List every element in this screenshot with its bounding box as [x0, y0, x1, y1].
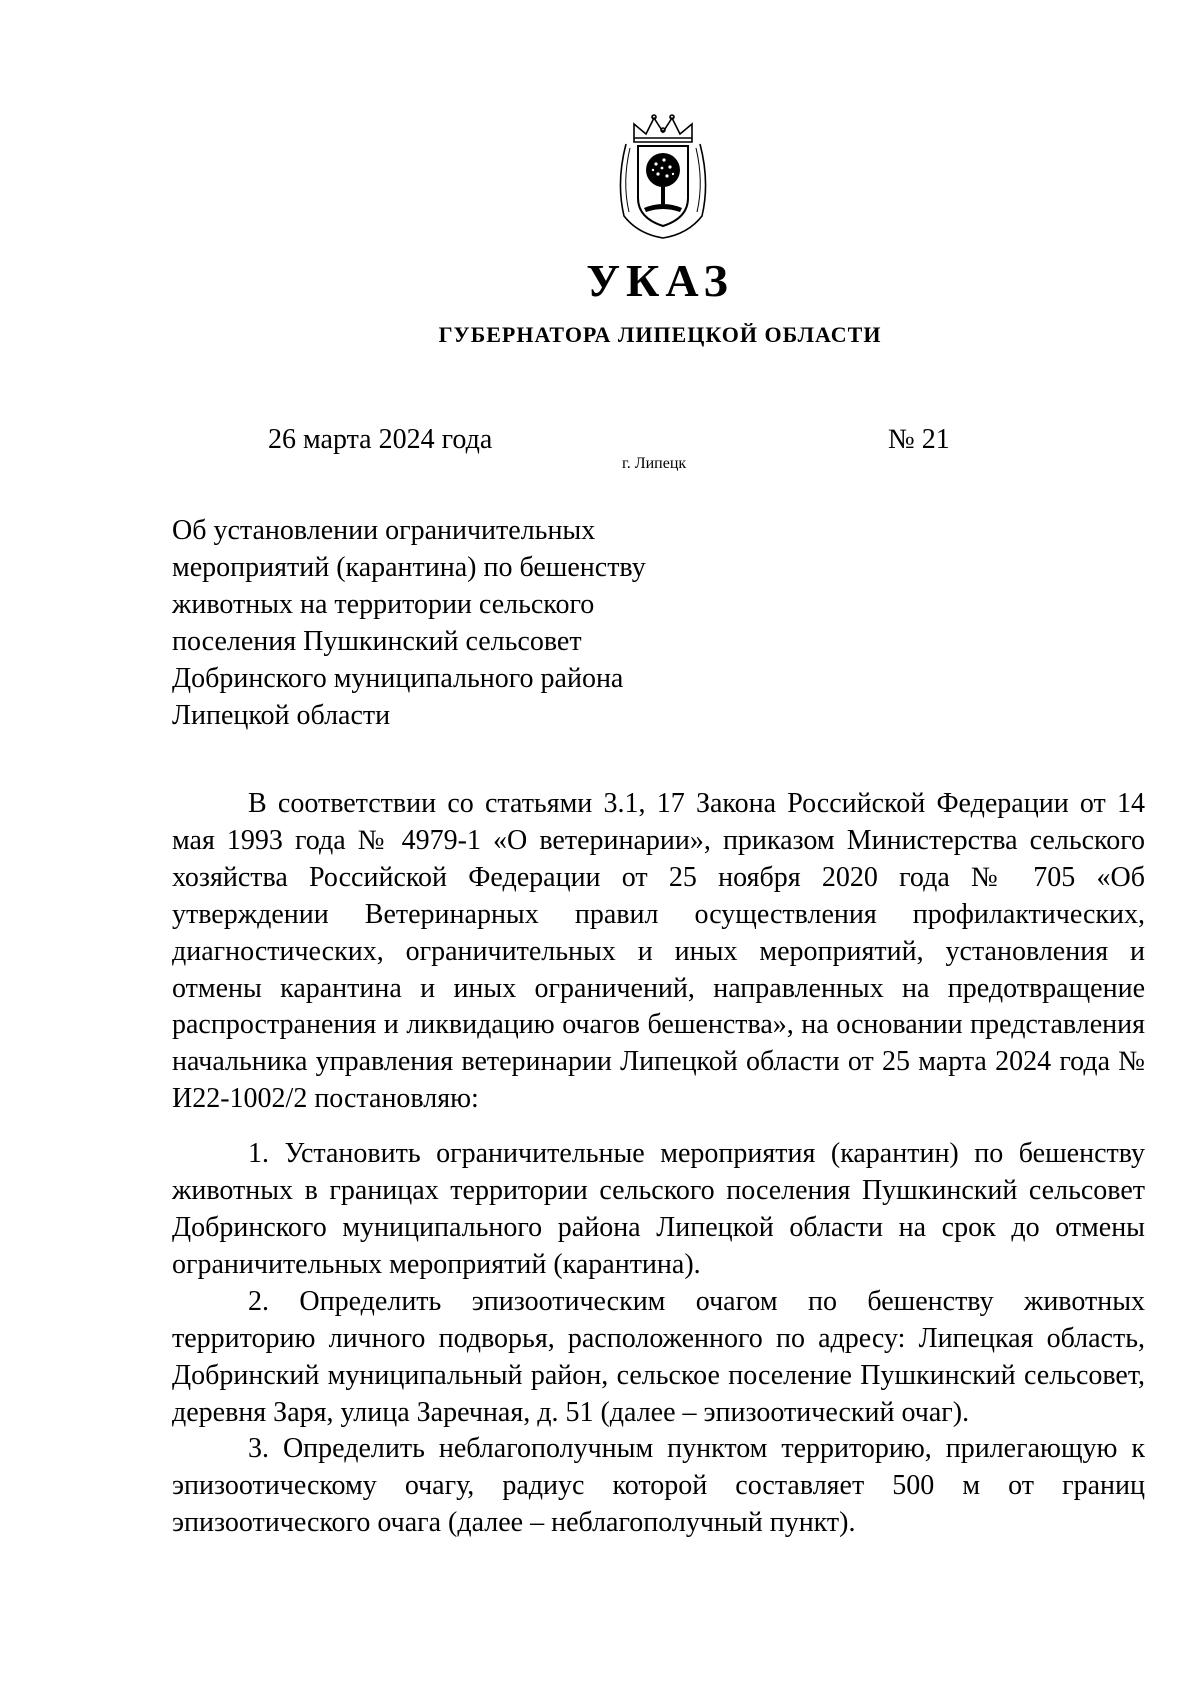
- heading-line: мероприятий (карантина) по бешенству: [172, 552, 646, 583]
- heading-line: животных на территории сельского: [172, 589, 595, 620]
- document-title: УКАЗ: [586, 255, 734, 306]
- coat-of-arms-icon: [614, 112, 712, 240]
- clause-paragraph: 3. Определить неблагополучным пунктом территорию, прилегающую к эпизоотическому очагу, радиус которой составляет 500 м от границ эпизоотического очага (далее – неблагополучный пункт).: [172, 1433, 1145, 1539]
- document-number: № 21: [888, 424, 950, 455]
- clause-paragraph: 2. Определить эпизоотическим очагом по бешенству животных территорию личного подворья, расположенного по адресу: Липецкая область, Добринский муниципальный район, сельское поселение Пушкинский сельсовет, деревня Заря, улица Заречная, д. 51 (далее – эпизоотический очаг).: [172, 1285, 1145, 1428]
- document-heading: [172, 512, 692, 734]
- clause-paragraph: 1. Установить ограничительные мероприятия (карантин) по бешенству животных в границах территории сельского поселения Пушкинский сельсовет Добринского муниципального района Липецкой области на срок до отмены ограничительных мероприятий (карантина).: [172, 1138, 1145, 1280]
- document-city: г. Липецк: [622, 455, 687, 472]
- heading-line: поселения Пушкинский сельсовет: [172, 626, 582, 657]
- heading-line: Об установлении ограничительных: [172, 515, 596, 546]
- document-body: [172, 786, 1145, 1542]
- heading-line: Добринского муниципального района: [172, 663, 624, 694]
- document-date: 26 марта 2024 года: [268, 424, 493, 455]
- heading-line: Липецкой области: [172, 700, 391, 731]
- document-subtitle: ГУБЕРНАТОРА ЛИПЕЦКОЙ ОБЛАСТИ: [438, 322, 882, 347]
- preamble-paragraph: В соответствии со статьями 3.1, 17 Закона Российской Федерации от 14 мая 1993 года № 4979-1 «О ветеринарии», приказом Министерства сельского хозяйства Российской Федерации от 25 ноября 2020 года № 705 «Об утверждении Ветеринарных правил осуществления профилактических, диагностических, ограничительных и иных мероприятий, установления и отмены карантина и иных ограничений, направленных на предотвращение распространения и ликвидацию очагов бешенства», на основании представления начальника управления ветеринарии Липецкой области от 25 марта 2024 года № И22-1002/2 постановляю:: [172, 788, 1145, 1115]
